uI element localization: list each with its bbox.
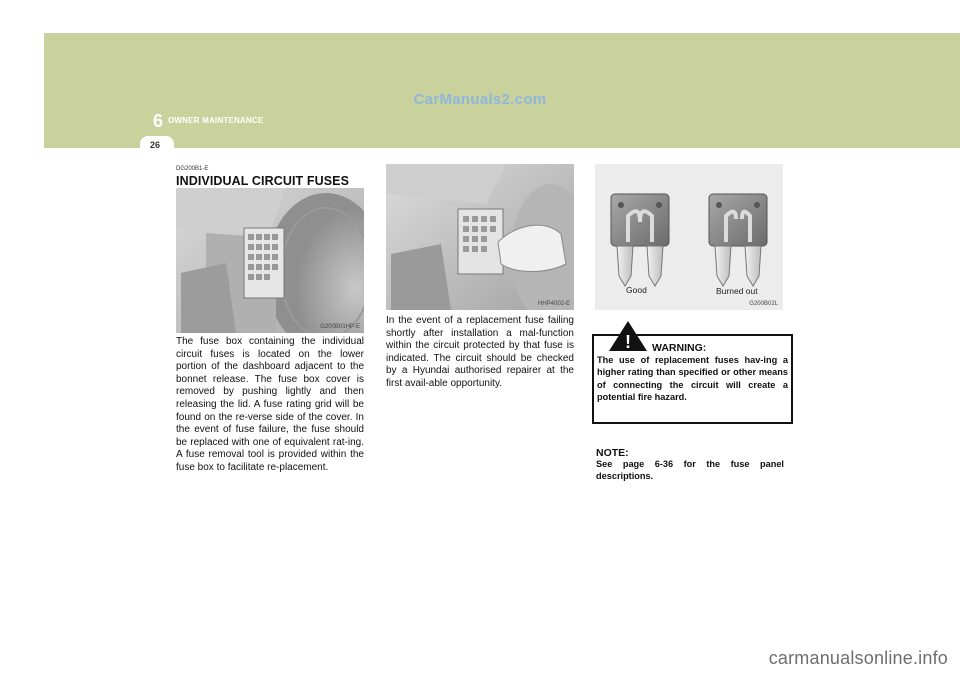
warning-icon bbox=[608, 320, 648, 357]
fuse-comparison-figure bbox=[595, 164, 783, 310]
chapter-number: 6 bbox=[153, 111, 164, 131]
burned-out-fuse-icon bbox=[709, 194, 767, 286]
fuse-removal-photo bbox=[386, 164, 574, 310]
note-title: NOTE: bbox=[596, 447, 629, 459]
figure-code: G200B01HP-E bbox=[320, 324, 360, 330]
fuse-good-label: Good bbox=[626, 285, 647, 295]
figure-code: G200B02L bbox=[749, 301, 778, 307]
watermark-link[interactable]: CarManuals2.com bbox=[413, 91, 547, 108]
note-text: See page 6-36 for the fuse panel descriptions. bbox=[596, 459, 784, 482]
section-code: DG200B1-E bbox=[176, 166, 209, 172]
page-number: 26 bbox=[150, 140, 161, 150]
fuse-box-photo bbox=[176, 188, 364, 333]
fuse-burned-out-label: Burned out bbox=[716, 286, 758, 296]
column1-paragraph: The fuse box containing the individual circuit fuses is located on the lower portion of the dashboard adjacent to the bonnet release. The fuse box cover is removed by pushing lightly and then releasing the lid. A fuse rating grid will be found on the re-verse side of the cover. In the event of fuse failure, the fuse should be replaced with one of equivalent rat-ing. A fuse removal tool is provided within the fuse box to facilitate re-placement. bbox=[176, 336, 364, 473]
chapter-title: OWNER MAINTENANCE bbox=[168, 116, 264, 125]
warning-box bbox=[592, 334, 793, 424]
warning-text: The use of replacement fuses hav-ing a higher rating than specified or other means of connecting the circuit will create a potential fire hazard. bbox=[597, 355, 788, 403]
warning-icon-symbol: ! bbox=[625, 332, 631, 352]
column2-paragraph: In the event of a replacement fuse failing shortly after installation a mal-function within the circuit protected by that fuse is indicated. The circuit should be checked by a Hyundai authorised repairer at the first avail-able opportunity. bbox=[386, 315, 574, 389]
warning-title: WARNING: bbox=[652, 342, 707, 354]
footer-watermark[interactable]: carmanualsonline.info bbox=[768, 648, 948, 668]
section-title: INDIVIDUAL CIRCUIT FUSES bbox=[176, 174, 350, 188]
good-fuse-icon bbox=[611, 194, 669, 286]
figure-code: HHP4002-E bbox=[537, 301, 570, 307]
